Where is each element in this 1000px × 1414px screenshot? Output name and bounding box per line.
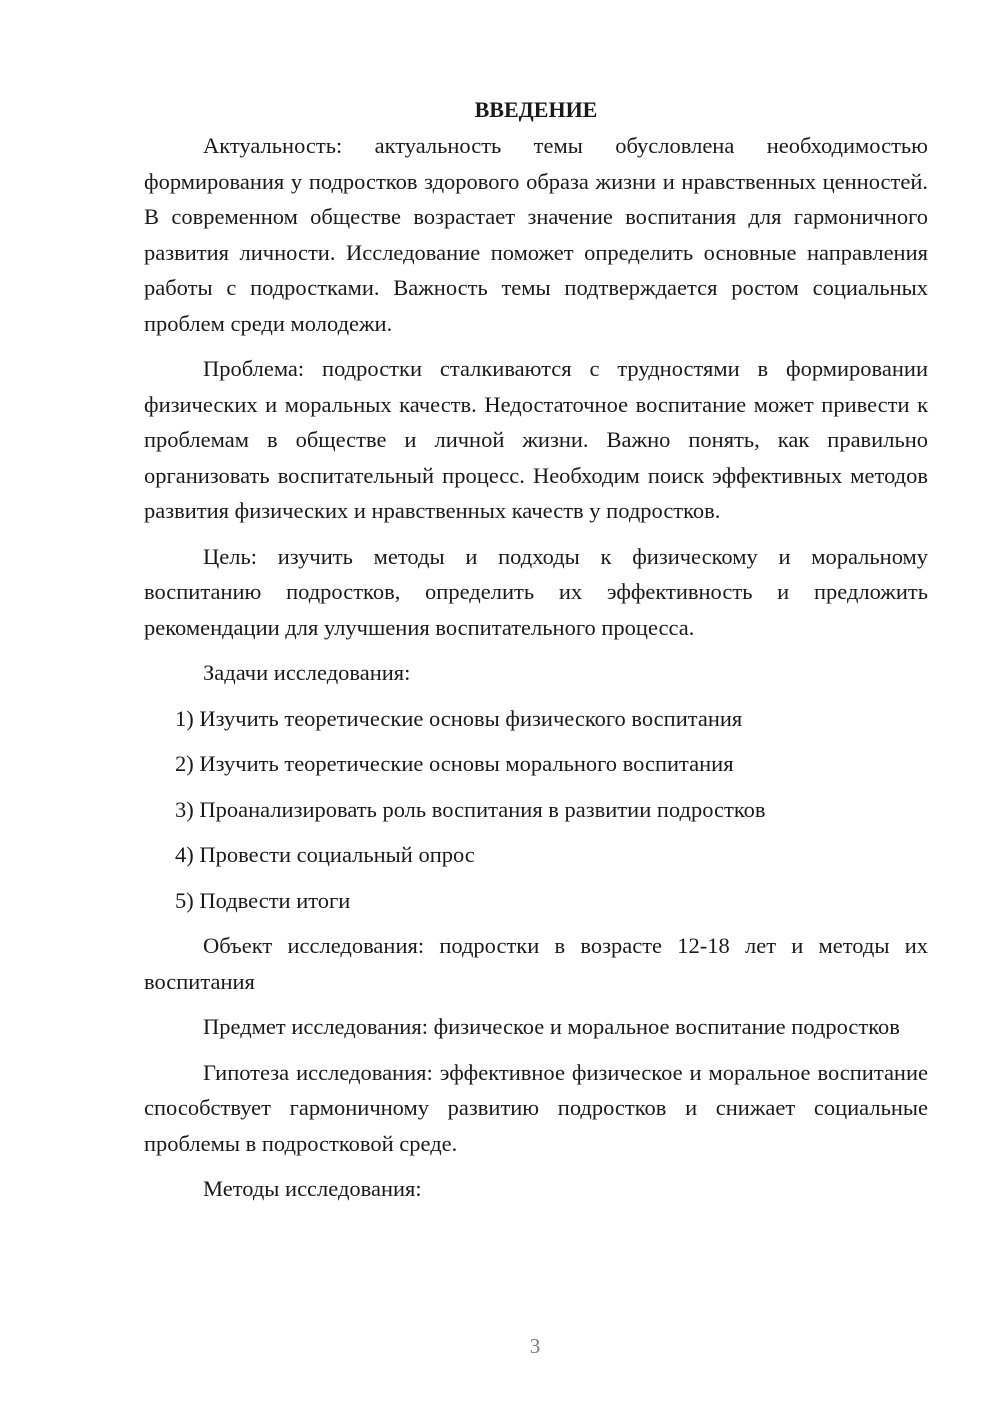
- page-number: 3: [529, 1334, 541, 1358]
- methods-heading: Методы исследования:: [203, 1176, 422, 1201]
- object-paragraph: Объект исследования: подростки в возрасте 12-18 лет и методы их воспитания: [144, 933, 928, 994]
- page-title: ВВЕДЕНИЕ: [474, 97, 598, 122]
- task-item: 3) Проанализировать роль воспитания в развитии подростков: [175, 796, 766, 822]
- task-item: 4) Провести социальный опрос: [175, 842, 475, 867]
- tasks-heading: Задачи исследования:: [203, 660, 411, 685]
- relevance-paragraph: Актуальность: актуальность темы обусловлена необходимостью формирования у подростков здорового образа жизни и нравственных ценностей. В современном обществе возрастает значение воспитания для гармоничного развития личности. Исследование поможет определить основные направления работы с подростками. Важность темы подтверждается ростом социальных проблем среди молодежи.: [144, 133, 928, 336]
- task-list: [144, 701, 928, 919]
- task-item: 1) Изучить теоретические основы физического воспитания: [175, 705, 743, 731]
- task-item: 2) Изучить теоретические основы морального воспитания: [175, 751, 734, 776]
- task-item: 5) Подвести итоги: [175, 887, 351, 913]
- goal-paragraph: Цель: изучить методы и подходы к физическому и моральному воспитанию подростков, определить их эффективность и предложить рекомендации для улучшения воспитательного процесса.: [144, 543, 928, 640]
- hypothesis-paragraph: Гипотеза исследования: эффективное физическое и моральное воспитание способствует гармоничному развитию подростков и снижает социальные проблемы в подростковой среде.: [144, 1059, 928, 1156]
- document-body: [144, 92, 928, 1207]
- problem-paragraph: Проблема: подростки сталкиваются с трудностями в формировании физических и моральных качеств. Недостаточное воспитание может привести к проблемам в обществе и личной жизни. Важно понять, как правильно организовать воспитательный процесс. Необходим поиск эффективных методов развития физических и нравственных качеств у подростков.: [144, 356, 928, 523]
- subject-paragraph: Предмет исследования: физическое и моральное воспитание подростков: [203, 1014, 900, 1039]
